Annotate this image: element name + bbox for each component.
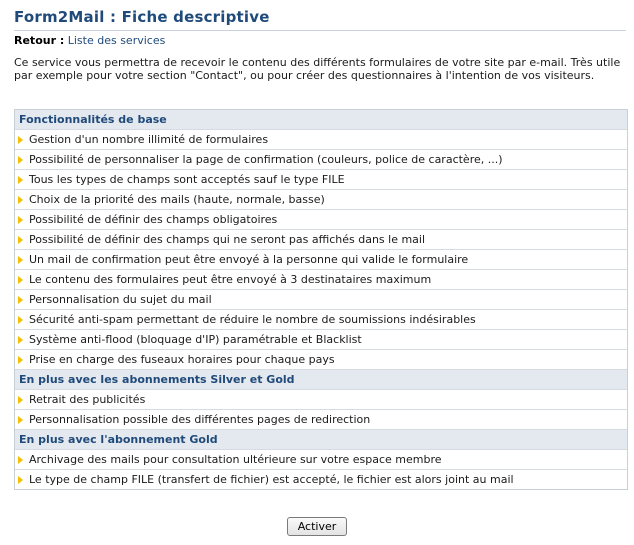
feature-text: Possibilité de personnaliser la page de confirmation (couleurs, police de caractère, ...) bbox=[29, 153, 503, 166]
feature-text: Possibilité de définir des champs obligatoires bbox=[29, 213, 278, 226]
feature-item bbox=[15, 250, 627, 270]
retour-label: Retour : bbox=[14, 34, 65, 47]
bullet-arrow-icon bbox=[18, 216, 23, 224]
feature-text: Gestion d'un nombre illimité de formulaires bbox=[29, 133, 269, 146]
breadcrumb bbox=[14, 34, 165, 47]
feature-item bbox=[15, 330, 627, 350]
feature-item bbox=[15, 410, 627, 430]
feature-item bbox=[15, 150, 627, 170]
services-list-link[interactable]: Liste des services bbox=[67, 34, 166, 47]
feature-item bbox=[15, 170, 627, 190]
feature-text: Tous les types de champs sont acceptés sauf le type FILE bbox=[29, 173, 345, 186]
feature-item bbox=[15, 130, 627, 150]
service-description: Ce service vous permettra de recevoir le contenu des différents formulaires de votre site par e-mail. Très utile par exemple pour votre section "Contact", ou pour créer des questionnaires à l'intention de vos visiteurs. bbox=[14, 56, 621, 82]
feature-item bbox=[15, 270, 627, 290]
bullet-arrow-icon bbox=[18, 316, 23, 324]
feature-item bbox=[15, 230, 627, 250]
feature-text: Choix de la priorité des mails (haute, normale, basse) bbox=[29, 193, 325, 206]
section-header: En plus avec les abonnements Silver et Gold bbox=[15, 370, 627, 390]
feature-text: Le type de champ FILE (transfert de fichier) est accepté, le fichier est alors joint au mail bbox=[29, 473, 514, 486]
section-header: En plus avec l'abonnement Gold bbox=[15, 430, 627, 450]
feature-text: Archivage des mails pour consultation ultérieure sur votre espace membre bbox=[29, 453, 442, 466]
feature-text: Le contenu des formulaires peut être envoyé à 3 destinataires maximum bbox=[29, 273, 432, 286]
bullet-arrow-icon bbox=[18, 236, 23, 244]
activate-button[interactable]: Activer bbox=[287, 517, 348, 536]
feature-item bbox=[15, 350, 627, 370]
bullet-arrow-icon bbox=[18, 476, 23, 484]
feature-text: Prise en charge des fuseaux horaires pour chaque pays bbox=[29, 353, 335, 366]
bullet-arrow-icon bbox=[18, 276, 23, 284]
feature-item bbox=[15, 310, 627, 330]
section-header: Fonctionnalités de base bbox=[15, 110, 627, 130]
bullet-arrow-icon bbox=[18, 396, 23, 404]
feature-item bbox=[15, 450, 627, 470]
feature-text: Possibilité de définir des champs qui ne seront pas affichés dans le mail bbox=[29, 233, 426, 246]
button-container bbox=[0, 515, 634, 536]
bullet-arrow-icon bbox=[18, 176, 23, 184]
feature-item bbox=[15, 470, 627, 489]
features-table bbox=[14, 109, 628, 490]
feature-item bbox=[15, 290, 627, 310]
feature-text: Retrait des publicités bbox=[29, 393, 146, 406]
bullet-arrow-icon bbox=[18, 456, 23, 464]
bullet-arrow-icon bbox=[18, 196, 23, 204]
feature-item bbox=[15, 390, 627, 410]
bullet-arrow-icon bbox=[18, 136, 23, 144]
feature-item bbox=[15, 210, 627, 230]
feature-text: Un mail de confirmation peut être envoyé à la personne qui valide le formulaire bbox=[29, 253, 469, 266]
feature-text: Personnalisation possible des différentes pages de redirection bbox=[29, 413, 371, 426]
bullet-arrow-icon bbox=[18, 336, 23, 344]
feature-text: Système anti-flood (bloquage d'IP) paramétrable et Blacklist bbox=[29, 333, 362, 346]
bullet-arrow-icon bbox=[18, 296, 23, 304]
bullet-arrow-icon bbox=[18, 416, 23, 424]
feature-text: Personnalisation du sujet du mail bbox=[29, 293, 212, 306]
feature-item bbox=[15, 190, 627, 210]
bullet-arrow-icon bbox=[18, 356, 23, 364]
bullet-arrow-icon bbox=[18, 256, 23, 264]
feature-text: Sécurité anti-spam permettant de réduire le nombre de soumissions indésirables bbox=[29, 313, 476, 326]
page-title: Form2Mail : Fiche descriptive bbox=[14, 8, 270, 26]
title-divider bbox=[14, 30, 626, 31]
bullet-arrow-icon bbox=[18, 156, 23, 164]
